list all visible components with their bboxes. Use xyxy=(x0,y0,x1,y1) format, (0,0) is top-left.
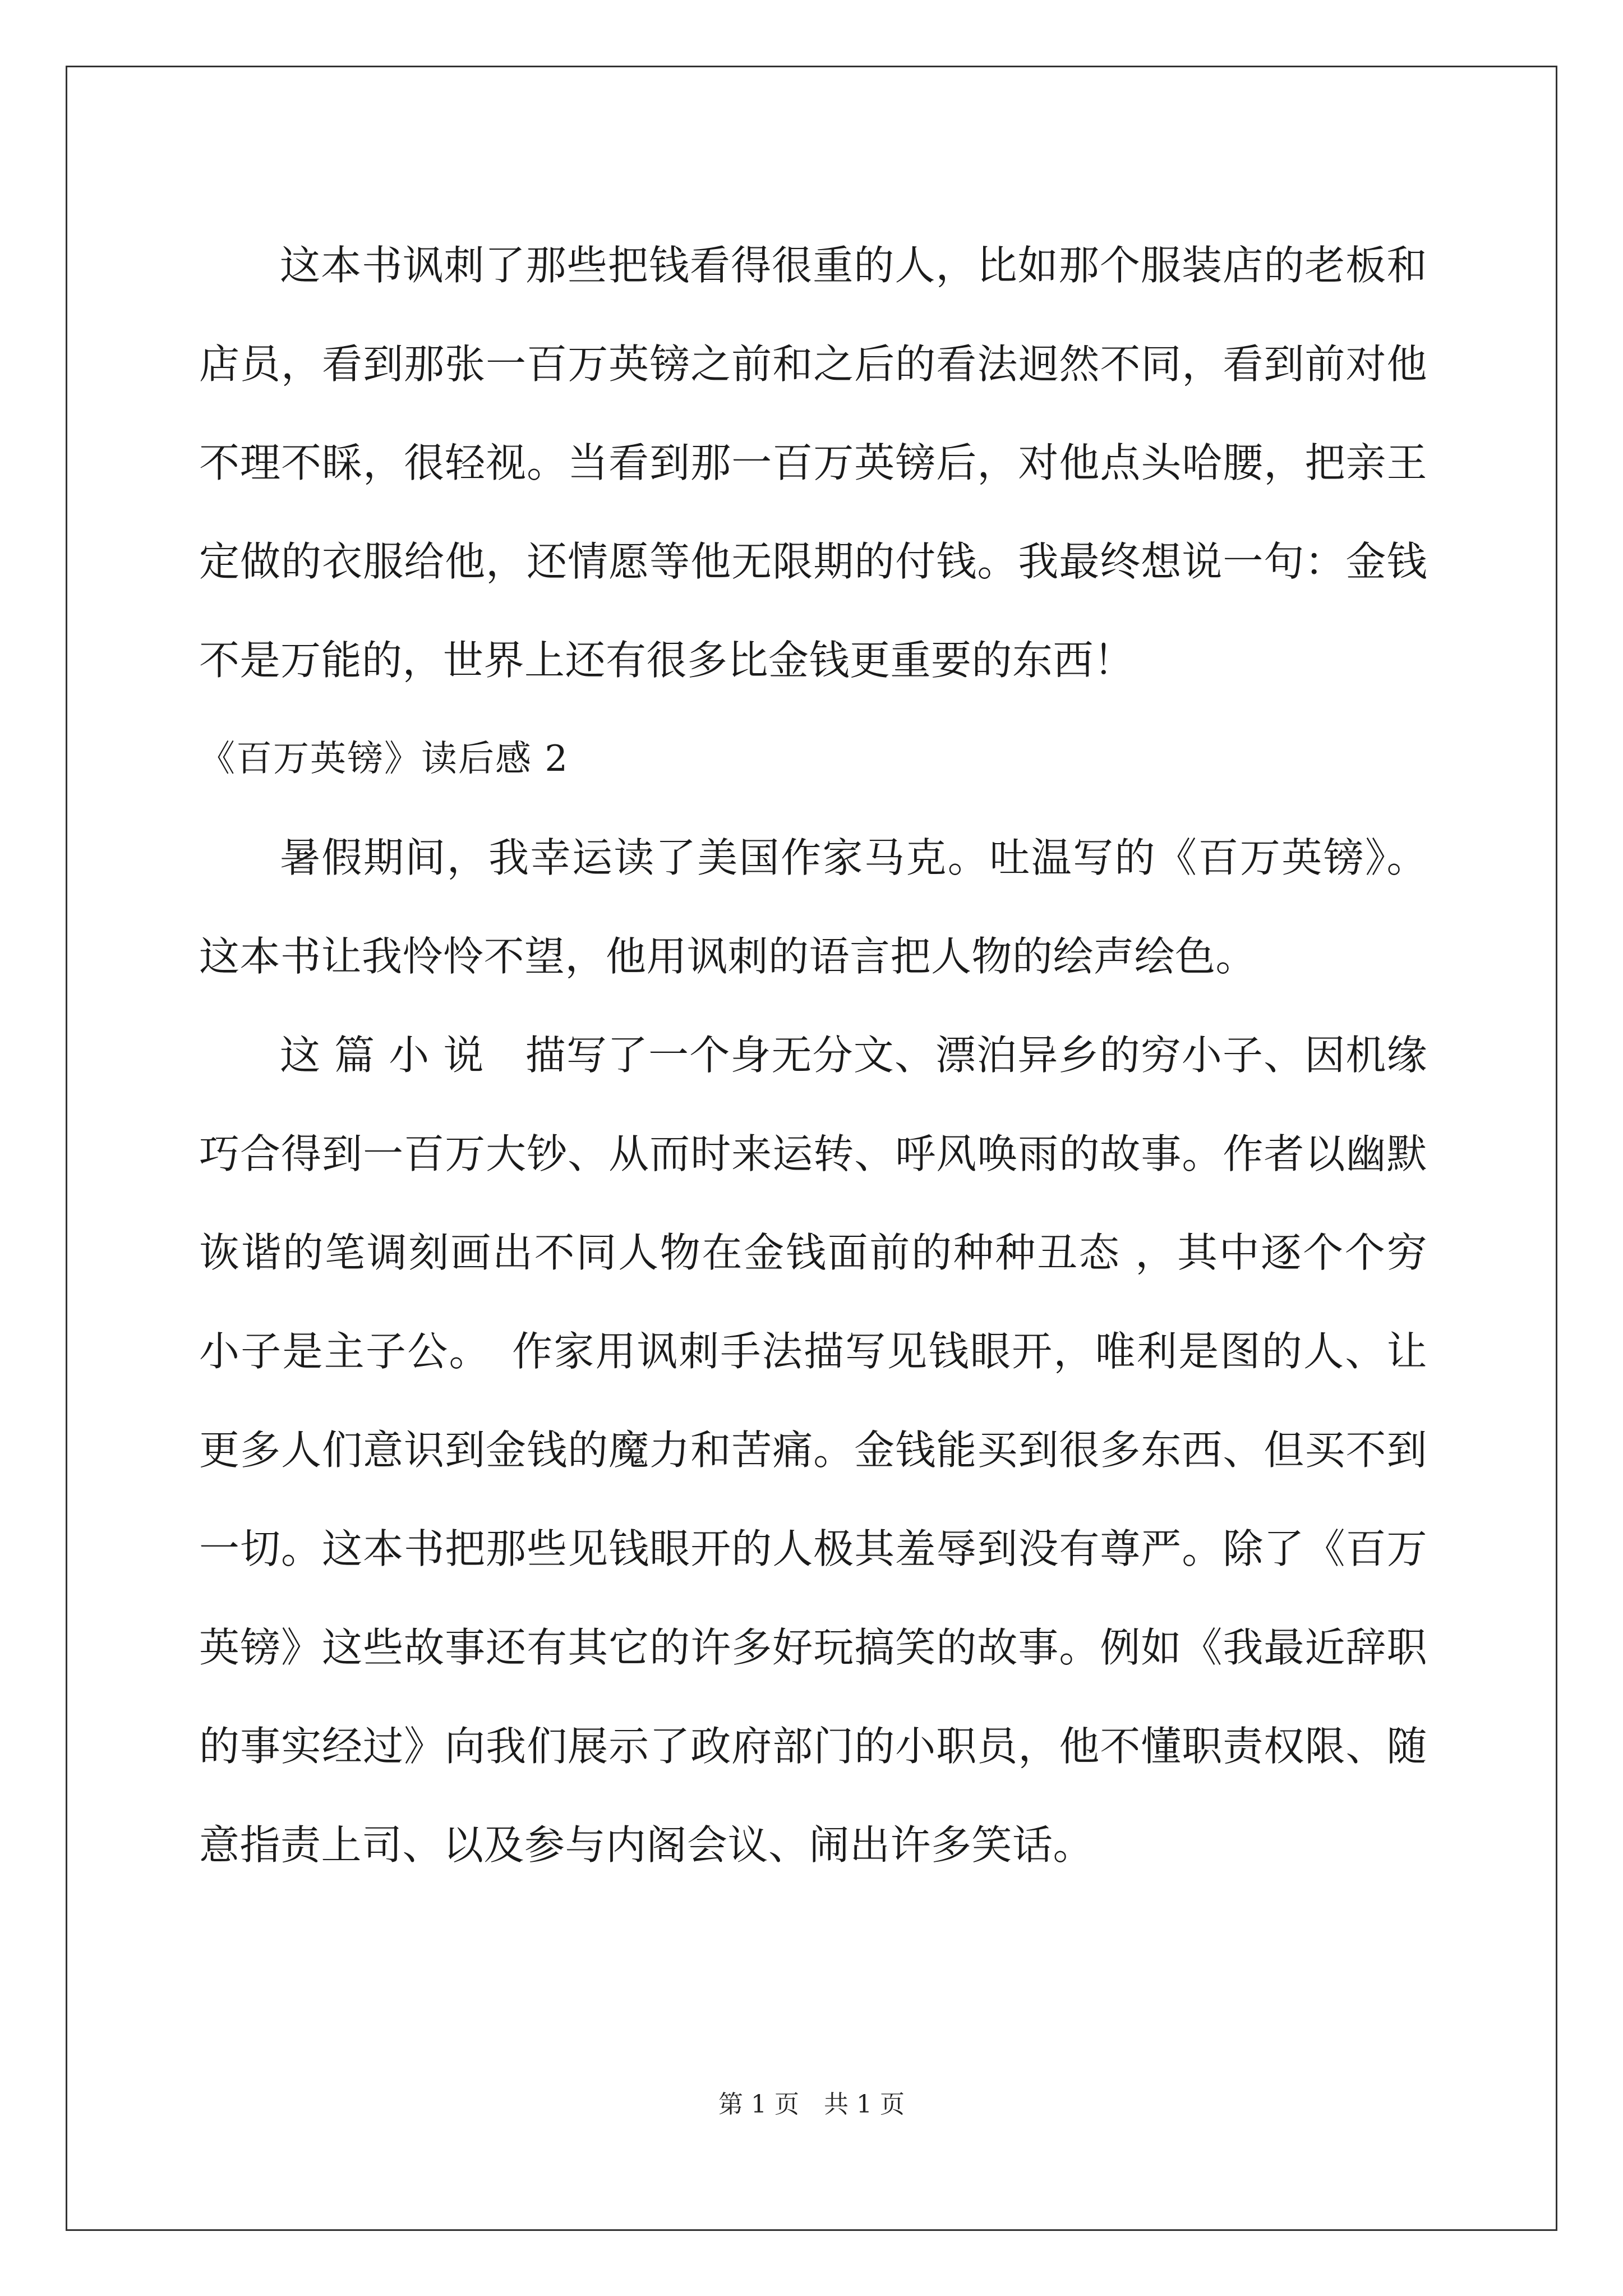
paragraph-money-satire: 这本书讽刺了那些把钱看得很重的人，比如那个服装店的老板和店员，看到那张一百万英镑之前和之后的看法迥然不同，看到前对他不理不睬，很轻视。当看到那一百万英镑后，对他点头哈腰，把亲王定做的衣服给他，还情愿等他无限期的付钱。我最终想说一句：金钱不是万能的，世界上还有很多比金钱更重要的东西！ xyxy=(199,242,1427,684)
section-title: 《百万英镑》读后感 2 xyxy=(199,738,569,780)
document-body xyxy=(199,216,1427,1894)
paragraph-summer-reading: 暑假期间，我幸运读了美国作家马克。吐温写的《百万英镑》。这本书让我怜怜不望，他用讽刺的语言把人物的绘声绘色。 xyxy=(199,834,1427,980)
page-number-footer: 第 1 页 共 1 页 xyxy=(718,2090,905,2119)
paragraph-novel-description: 这 篇 小 说 描写了一个身无分文、漂泊异乡的穷小子、因机缘巧合得到一百万大钞、从而时来运转、呼风唤雨的故事。作者以幽默诙谐的笔调刻画出不同人物在金钱面前的种种丑态 ，其中逐个个穷小子是主子公。 作家用讽刺手法描写见钱眼开，唯利是图的人、让更多人们意识到金钱的魔力和苦痛。金钱能买到很多东西、但买不到一切。这本书把那些见钱眼开的人极其羞辱到没有尊严。除了《百万英镑》这些故事还有其它的许多好玩搞笑的故事。例如《我最近辞职的事实经过》向我们展示了政府部门的小职员，他不懂职责权限、随意指责上司、以及参与内阁会议、闹出许多笑话。 xyxy=(199,1032,1427,1869)
